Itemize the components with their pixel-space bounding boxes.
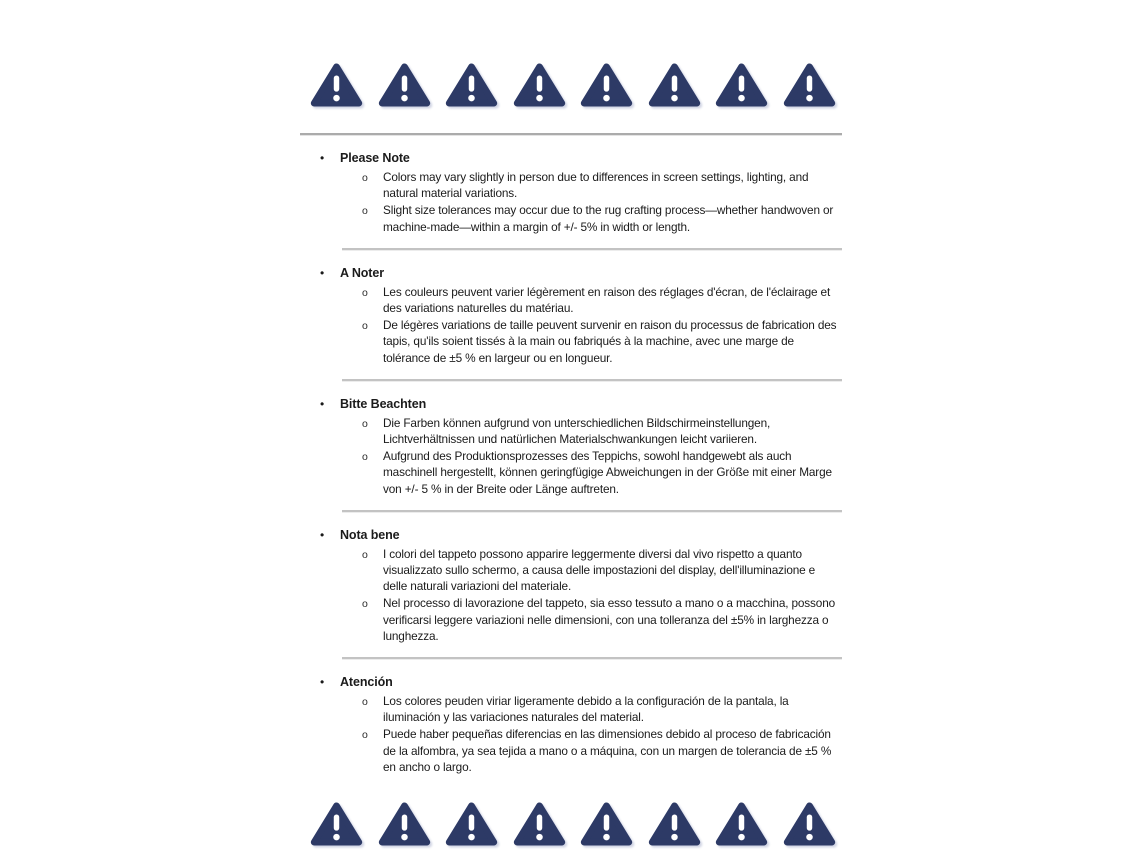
notes-document — [300, 60, 842, 849]
list-item — [300, 169, 842, 201]
sub-bullet-icon: o — [362, 598, 368, 611]
warning-row-bottom — [300, 799, 842, 849]
warning-triangle-icon — [580, 799, 633, 849]
note-section-spanish — [300, 657, 842, 775]
note-section-italian — [300, 510, 842, 644]
list-item — [300, 202, 842, 234]
bullet-icon: • — [320, 675, 325, 690]
section-heading-row — [300, 150, 842, 167]
section-divider — [342, 657, 842, 659]
warning-row-top — [300, 60, 842, 110]
bullet-icon: • — [320, 151, 325, 165]
warning-triangle-icon — [783, 60, 836, 110]
warning-triangle-icon — [580, 60, 633, 110]
bullet-icon: • — [320, 265, 325, 280]
note-text: Nel processo di lavorazione del tappeto, sia esso tessuto a mano o a macchina, possono verificarsi leggere variazioni nelle dimensioni, con una tolleranza del ±5% in larghezza o lunghezza. — [383, 596, 836, 643]
list-item — [300, 546, 842, 595]
note-text: Aufgrund des Produktionsprozesses des Teppichs, sowohl handgewebt als auch maschinell hergestellt, können geringfügige Abweichungen in der Größe mit einer Marge von +/- 5 % in der Breite oder Länge auftreten. — [383, 449, 832, 496]
section-heading-row — [300, 265, 842, 282]
section-heading-row — [300, 674, 842, 691]
section-divider — [342, 510, 842, 512]
warning-triangle-icon — [445, 60, 498, 110]
section-heading-row — [300, 527, 842, 544]
section-heading: Please Note — [340, 151, 410, 165]
note-text: Slight size tolerances may occur due to the rug crafting process—whether handwoven or machine-made—within a margin of +/- 5% in width or length. — [383, 203, 834, 234]
note-section-english — [300, 150, 842, 235]
warning-triangle-icon — [783, 799, 836, 849]
warning-triangle-icon — [378, 60, 431, 110]
warning-triangle-icon — [310, 799, 363, 849]
list-item — [300, 595, 842, 644]
sub-bullet-icon: o — [362, 451, 368, 464]
note-text: Les couleurs peuvent varier légèrement en raison des réglages d'écran, de l'éclairage et des variations naturelles du matériau. — [383, 284, 831, 316]
sub-bullet-icon: o — [362, 548, 368, 561]
note-section-french — [300, 248, 842, 366]
list-item — [300, 693, 842, 725]
section-heading: A Noter — [340, 265, 384, 280]
warning-triangle-icon — [648, 60, 701, 110]
note-text: Los colores peuden viriar ligeramente debido a la configuración de la pantala, la iluminación y las variaciones naturales del material. — [383, 694, 789, 725]
list-item — [300, 448, 842, 497]
note-text: De légères variations de taille peuvent survenir en raison du processus de fabrication des tapis, qu'ils soient tissés à la main ou fabriqués à la machine, avec une marge de tolérance de ±5 % en largeur ou en longueur. — [383, 318, 837, 365]
top-divider — [300, 133, 842, 135]
list-item — [300, 317, 842, 366]
sub-bullet-icon: o — [362, 320, 368, 333]
list-item — [300, 726, 842, 775]
sub-bullet-icon: o — [362, 172, 368, 184]
section-divider — [342, 379, 842, 381]
bullet-icon: • — [320, 396, 325, 411]
warning-triangle-icon — [445, 799, 498, 849]
note-section-german — [300, 379, 842, 497]
section-heading: Bitte Beachten — [340, 396, 427, 411]
bullet-icon: • — [320, 527, 325, 542]
warning-triangle-icon — [310, 60, 363, 110]
warning-triangle-icon — [715, 799, 768, 849]
list-item — [300, 284, 842, 316]
note-text: I colori del tappeto possono apparire leggermente diversi dal vivo rispetto a quanto visualizzato sullo schermo, a causa delle impostazioni del display, dell'illuminazione e delle naturali variazioni del materiale. — [383, 546, 816, 594]
note-text: Puede haber pequeñas diferencias en las dimensiones debido al proceso de fabricación de la alfombra, ya sea tejida a mano o a máquina, con un margen de tolerancia de ±5 % en ancho o largo. — [383, 727, 832, 774]
warning-triangle-icon — [715, 60, 768, 110]
sub-bullet-icon: o — [362, 205, 368, 218]
sub-bullet-icon: o — [362, 729, 368, 742]
note-text: Colors may vary slightly in person due to differences in screen settings, lighting, and natural material variations. — [383, 170, 809, 201]
note-text: Die Farben können aufgrund von unterschiedlichen Bildschirmeinstellungen, Lichtverhältnissen und natürlichen Materialschwankungen leicht variieren. — [383, 415, 771, 447]
section-heading-row — [300, 396, 842, 413]
sub-bullet-icon: o — [362, 417, 368, 430]
section-divider — [342, 248, 842, 250]
section-heading: Atención — [340, 675, 393, 690]
sub-bullet-icon: o — [362, 286, 368, 299]
warning-triangle-icon — [378, 799, 431, 849]
warning-triangle-icon — [648, 799, 701, 849]
section-heading: Nota bene — [340, 527, 400, 542]
warning-triangle-icon — [513, 60, 566, 110]
sub-bullet-icon: o — [362, 696, 368, 709]
list-item — [300, 415, 842, 447]
warning-triangle-icon — [513, 799, 566, 849]
